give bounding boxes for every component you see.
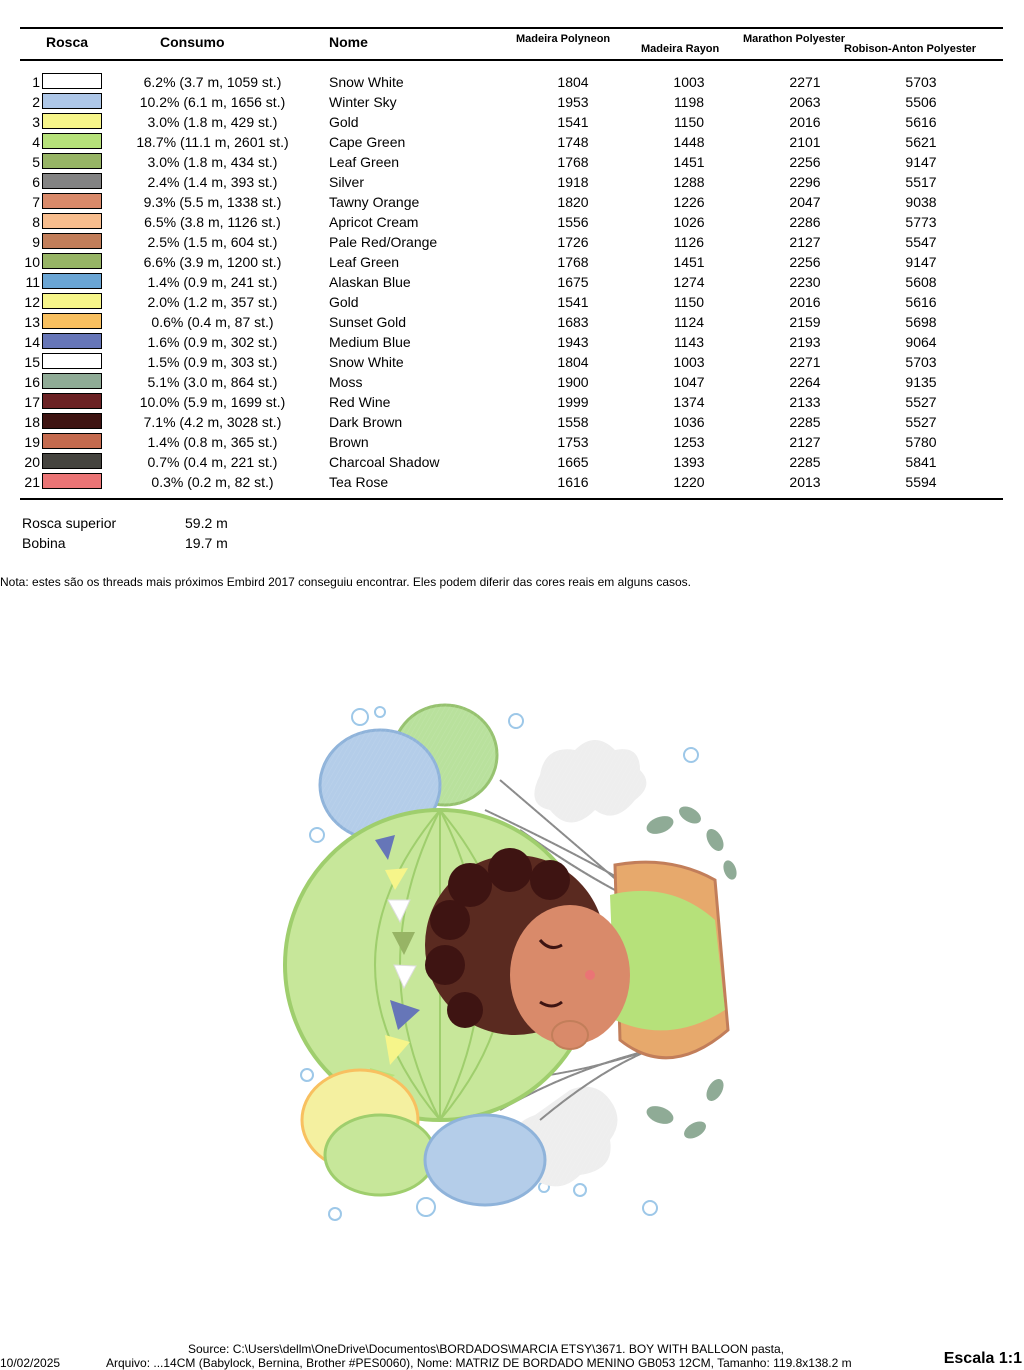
table-row [0,192,1024,212]
madeira-rayon-code: 1253 [673,434,705,450]
table-row [0,112,1024,132]
thread-consumption: 2.5% (1.5 m, 604 st.) [147,234,278,250]
madeira-rayon-code: 1451 [673,254,705,270]
table-row [0,212,1024,232]
thread-name: Dark Brown [329,414,403,430]
madeira-rayon-code: 1448 [673,134,705,150]
thread-number: 11 [25,274,40,290]
marathon-polyester-code: 2264 [789,374,821,390]
madeira-polyneon-code: 1616 [557,474,589,490]
thread-number: 6 [32,174,40,190]
thread-number: 1 [32,74,40,90]
header-madeira-polyneon: Madeira Polyneon [516,33,611,45]
thread-name: Moss [329,374,363,390]
thread-number: 10 [24,254,40,270]
marathon-polyester-code: 2271 [789,74,821,90]
thread-consumption: 2.4% (1.4 m, 393 st.) [147,174,278,190]
thread-name: Red Wine [329,394,391,410]
marathon-polyester-code: 2230 [789,274,821,290]
footer-scale: Escala 1:1 [943,1350,1022,1367]
color-swatch [42,93,102,109]
marathon-polyester-code: 2016 [789,294,821,310]
footer-date: 10/02/2025 [0,1356,61,1370]
marathon-polyester-code: 2159 [789,314,821,330]
madeira-polyneon-code: 1953 [557,94,589,110]
madeira-rayon-code: 1003 [673,354,705,370]
thread-name: Leaf Green [329,154,400,170]
marathon-polyester-code: 2256 [789,154,821,170]
thread-name: Cape Green [329,134,406,150]
robison-anton-code: 5780 [905,434,937,450]
thread-number: 7 [32,194,40,210]
thread-number: 9 [32,234,40,250]
thread-name: Snow White [329,354,404,370]
thread-number: 16 [24,374,40,390]
thread-consumption: 10.0% (5.9 m, 1699 st.) [139,394,286,410]
marathon-polyester-code: 2285 [789,414,821,430]
bobbin-label: Bobina [22,535,66,551]
color-swatch [42,213,102,229]
color-swatch [42,433,102,449]
marathon-polyester-code: 2193 [789,334,821,350]
header-marathon-polyester: Marathon Polyester [743,33,846,45]
table-row [0,372,1024,392]
thread-consumption: 6.2% (3.7 m, 1059 st.) [143,74,282,90]
embroidery-preview [270,690,770,1250]
robison-anton-code: 5527 [905,394,937,410]
header-madeira-rayon: Madeira Rayon [641,43,720,55]
madeira-rayon-code: 1220 [673,474,705,490]
thread-name: Brown [329,434,369,450]
thread-number: 8 [32,214,40,230]
thread-consumption: 7.1% (4.2 m, 3028 st.) [143,414,282,430]
color-swatch [42,273,102,289]
table-row [0,292,1024,312]
robison-anton-code: 5616 [905,114,937,130]
thread-number: 21 [24,474,40,490]
table-row [0,132,1024,152]
robison-anton-code: 5621 [905,134,937,150]
madeira-polyneon-code: 1753 [557,434,589,450]
header-robison-anton: Robison-Anton Polyester [844,43,977,55]
color-swatch [42,133,102,149]
table-row [0,412,1024,432]
color-swatch [42,453,102,469]
marathon-polyester-code: 2133 [789,394,821,410]
color-swatch [42,173,102,189]
madeira-rayon-code: 1198 [673,94,705,110]
thread-number: 17 [24,394,40,410]
table-row [0,72,1024,92]
madeira-polyneon-code: 1918 [557,174,589,190]
marathon-polyester-code: 2256 [789,254,821,270]
marathon-polyester-code: 2127 [789,434,821,450]
thread-note: Nota: estes são os threads mais próximos Embird 2017 conseguiu encontrar. Eles podem diferir das cores reais em alguns casos. [0,575,692,589]
madeira-polyneon-code: 1683 [557,314,589,330]
madeira-rayon-code: 1124 [673,314,705,330]
thread-consumption: 5.1% (3.0 m, 864 st.) [147,374,278,390]
table-row [0,152,1024,172]
color-swatch [42,333,102,349]
madeira-polyneon-code: 1900 [557,374,589,390]
madeira-rayon-code: 1451 [673,154,705,170]
madeira-rayon-code: 1150 [673,294,705,310]
madeira-rayon-code: 1003 [673,74,705,90]
marathon-polyester-code: 2296 [789,174,821,190]
marathon-polyester-code: 2063 [789,94,821,110]
table-row [0,472,1024,492]
madeira-rayon-code: 1374 [673,394,705,410]
robison-anton-code: 5608 [905,274,937,290]
table-row [0,232,1024,252]
robison-anton-code: 9147 [905,254,937,270]
robison-anton-code: 5616 [905,294,937,310]
thread-name: Silver [329,174,365,190]
madeira-polyneon-code: 1804 [557,74,589,90]
robison-anton-code: 5527 [905,414,937,430]
thread-name: Sunset Gold [329,314,407,330]
thread-name: Apricot Cream [329,214,419,230]
marathon-polyester-code: 2047 [789,194,821,210]
child-mouth [585,970,595,980]
marathon-polyester-code: 2016 [789,114,821,130]
thread-number: 2 [32,94,40,110]
madeira-polyneon-code: 1804 [557,354,589,370]
madeira-polyneon-code: 1768 [557,254,589,270]
table-header-rule [20,59,1003,61]
table-row [0,352,1024,372]
thread-number: 3 [32,114,40,130]
madeira-rayon-code: 1143 [673,334,705,350]
header-consumo: Consumo [160,34,225,50]
marathon-polyester-code: 2127 [789,234,821,250]
madeira-polyneon-code: 1999 [557,394,589,410]
upper-thread-value: 59.2 m [185,515,228,531]
thread-consumption: 18.7% (11.1 m, 2601 st.) [136,134,289,150]
color-swatch [42,73,102,89]
thread-consumption: 1.6% (0.9 m, 302 st.) [147,334,278,350]
robison-anton-code: 5517 [905,174,937,190]
thread-number: 5 [32,154,40,170]
robison-anton-code: 9064 [905,334,937,350]
madeira-polyneon-code: 1558 [557,414,589,430]
thread-number: 12 [24,294,40,310]
thread-consumption: 3.0% (1.8 m, 429 st.) [147,114,278,130]
table-row [0,332,1024,352]
madeira-polyneon-code: 1541 [557,114,589,130]
table-row [0,452,1024,472]
thread-consumption: 3.0% (1.8 m, 434 st.) [147,154,278,170]
thread-name: Snow White [329,74,404,90]
thread-name: Medium Blue [329,334,411,350]
robison-anton-code: 9038 [905,194,937,210]
color-swatch [42,373,102,389]
madeira-polyneon-code: 1748 [557,134,589,150]
thread-consumption: 6.5% (3.8 m, 1126 st.) [144,214,281,230]
thread-name: Alaskan Blue [329,274,411,290]
color-swatch [42,293,102,309]
color-swatch [42,313,102,329]
footer-source: Source: C:\Users\dellm\OneDrive\Documentos\BORDADOS\MARCIA ETSY\3671. BOY WITH BALLOON pasta, [188,1342,784,1356]
thread-name: Gold [329,114,359,130]
color-swatch [42,253,102,269]
upper-thread-label: Rosca superior [22,515,117,531]
thread-consumption: 1.4% (0.8 m, 365 st.) [147,434,278,450]
thread-number: 15 [24,354,40,370]
table-row [0,312,1024,332]
marathon-polyester-code: 2286 [789,214,821,230]
color-swatch [42,473,102,489]
thread-consumption: 6.6% (3.9 m, 1200 st.) [143,254,282,270]
table-row [0,92,1024,112]
thread-number: 20 [24,454,40,470]
blue-balloon-bottom [425,1115,545,1205]
robison-anton-code: 5698 [905,314,937,330]
thread-name: Gold [329,294,359,310]
madeira-polyneon-code: 1556 [557,214,589,230]
thread-number: 4 [32,134,40,150]
madeira-polyneon-code: 1768 [557,154,589,170]
thread-number: 13 [24,314,40,330]
thread-consumption: 0.6% (0.4 m, 87 st.) [151,314,274,330]
thread-name: Leaf Green [329,254,400,270]
thread-number: 18 [24,414,40,430]
table-top-rule [20,27,1003,29]
marathon-polyester-code: 2013 [789,474,821,490]
color-swatch [42,193,102,209]
color-swatch [42,233,102,249]
thread-consumption: 0.7% (0.4 m, 221 st.) [147,454,278,470]
robison-anton-code: 5547 [905,234,937,250]
madeira-rayon-code: 1026 [673,214,705,230]
thread-number: 14 [24,334,40,350]
madeira-polyneon-code: 1943 [557,334,589,350]
color-swatch [42,393,102,409]
robison-anton-code: 5841 [905,454,937,470]
madeira-polyneon-code: 1820 [557,194,589,210]
madeira-polyneon-code: 1541 [557,294,589,310]
thread-consumption: 1.4% (0.9 m, 241 st.) [147,274,278,290]
thread-name: Tea Rose [329,474,389,490]
madeira-polyneon-code: 1726 [557,234,589,250]
madeira-polyneon-code: 1665 [557,454,589,470]
thread-name: Winter Sky [329,94,397,110]
thread-name: Charcoal Shadow [329,454,440,470]
table-bottom-rule [20,498,1003,500]
color-swatch [42,153,102,169]
header-nome: Nome [329,34,368,50]
robison-anton-code: 5703 [905,74,937,90]
green-balloon-bottom [325,1115,435,1195]
header-rosca: Rosca [46,34,89,50]
madeira-rayon-code: 1150 [673,114,705,130]
madeira-rayon-code: 1393 [673,454,705,470]
color-swatch [42,353,102,369]
thread-consumption: 0.3% (0.2 m, 82 st.) [151,474,274,490]
robison-anton-code: 5703 [905,354,937,370]
thread-consumption: 9.3% (5.5 m, 1338 st.) [143,194,282,210]
madeira-rayon-code: 1288 [673,174,705,190]
table-row [0,432,1024,452]
table-row [0,252,1024,272]
bobbin-value: 19.7 m [185,535,228,551]
thread-name: Tawny Orange [329,194,420,210]
footer-file-info: Arquivo: ...14CM (Babylock, Bernina, Brother #PES0060), Nome: MATRIZ DE BORDADO MENINO GB053 12CM, Tamanho: 119.8x138.2 m [106,1356,852,1370]
color-swatch [42,413,102,429]
marathon-polyester-code: 2271 [789,354,821,370]
madeira-rayon-code: 1047 [673,374,705,390]
madeira-rayon-code: 1274 [673,274,705,290]
thread-consumption: 2.0% (1.2 m, 357 st.) [147,294,278,310]
madeira-rayon-code: 1126 [673,234,705,250]
table-row [0,272,1024,292]
table-row [0,172,1024,192]
child-ear [552,1021,588,1049]
color-swatch [42,113,102,129]
robison-anton-code: 9135 [905,374,937,390]
robison-anton-code: 5773 [905,214,937,230]
thread-table [0,72,1024,492]
robison-anton-code: 9147 [905,154,937,170]
marathon-polyester-code: 2285 [789,454,821,470]
thread-consumption: 1.5% (0.9 m, 303 st.) [147,354,278,370]
robison-anton-code: 5594 [905,474,937,490]
thread-name: Pale Red/Orange [329,234,438,250]
thread-number: 19 [24,434,40,450]
table-row [0,392,1024,412]
madeira-rayon-code: 1036 [673,414,705,430]
madeira-rayon-code: 1226 [673,194,705,210]
robison-anton-code: 5506 [905,94,937,110]
marathon-polyester-code: 2101 [789,134,821,150]
madeira-polyneon-code: 1675 [557,274,589,290]
thread-consumption: 10.2% (6.1 m, 1656 st.) [139,94,286,110]
